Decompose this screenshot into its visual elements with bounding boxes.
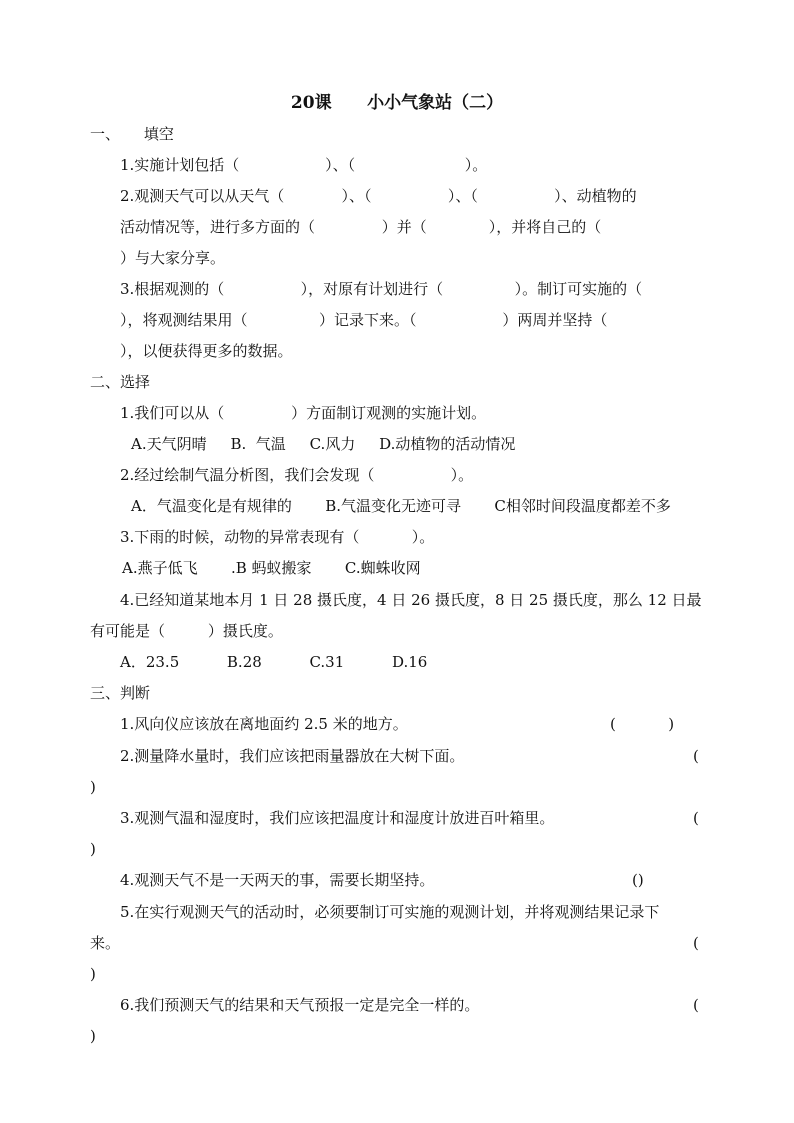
judge-question-3-close-paren: )	[90, 840, 96, 858]
judge-question-3: 3.观测气温和湿度时，我们应该把温度计和湿度计放进百叶箱里。	[120, 809, 555, 827]
judge-question-2-close-paren: )	[90, 778, 96, 796]
judge-question-5-line-2: 来。	[90, 934, 121, 952]
fill-question-1: 1.实施计划包括（ ）、（ ）。	[120, 156, 488, 174]
fill-question-2-line-3: ）与大家分享。	[120, 249, 226, 267]
choice-question-1-options: A.天气阴晴 B. 气温 C.风力 D.动植物的活动情况	[131, 435, 516, 453]
section-heading-choice: 二、选择	[90, 373, 151, 391]
section-heading-judge: 三、判断	[90, 684, 151, 702]
fill-question-2-line-2: 活动情况等，进行多方面的（ ）并（ ），并将自己的（	[120, 218, 602, 236]
fill-question-3-line-1: 3.根据观测的（ ），对原有计划进行（ ）。制订可实施的（	[120, 280, 643, 298]
judge-question-5-open-paren: (	[693, 934, 699, 952]
judge-question-1-answer-paren: ( )	[610, 715, 675, 733]
fill-question-2-line-1: 2.观测天气可以从天气（ ）、（ ）、（ ）、动植物的	[120, 187, 637, 205]
choice-question-3: 3.下雨的时候，动物的异常表现有（ ）。	[120, 528, 435, 546]
fill-question-3-line-3: ），以便获得更多的数据。	[120, 342, 293, 360]
choice-question-2-options: A．气温变化是有规律的 B.气温变化无迹可寻 C相邻时间段温度都差不多	[131, 497, 671, 515]
judge-question-5-close-paren: )	[90, 965, 96, 983]
judge-question-3-open-paren: (	[693, 809, 699, 827]
choice-question-1: 1.我们可以从（ ）方面制订观测的实施计划。	[120, 404, 487, 422]
judge-question-2-open-paren: (	[693, 747, 699, 765]
judge-question-6-open-paren: (	[693, 996, 699, 1014]
choice-question-3-options: A.燕子低飞 .B 蚂蚁搬家 C.蜘蛛收网	[122, 559, 421, 577]
fill-question-3-line-2: ），将观测结果用（ ）记录下来。（ ）两周并坚持（	[120, 311, 608, 329]
choice-question-4-line-1: 4.已经知道某地本月 1 日 28 摄氏度，4 日 26 摄氏度，8 日 25 摄氏度，那么 12 日最	[120, 591, 702, 609]
section-heading-fill: 一、 填空	[90, 125, 174, 143]
judge-question-4: 4.观测天气不是一天两天的事，需要长期坚持。	[120, 871, 435, 889]
judge-question-5-line-1: 5.在实行观测天气的活动时，必须要制订可实施的观测计划，并将观测结果记录下	[120, 903, 660, 921]
page-title: 20课 小小气象站（二）	[290, 93, 504, 113]
judge-question-6-close-paren: )	[90, 1027, 96, 1045]
judge-question-4-answer-paren: ()	[632, 871, 644, 889]
judge-question-6: 6.我们预测天气的结果和天气预报一定是完全一样的。	[120, 996, 480, 1014]
judge-question-1: 1.风向仪应该放在离地面约 2.5 米的地方。	[120, 715, 408, 733]
judge-question-2: 2.测量降水量时，我们应该把雨量器放在大树下面。	[120, 747, 465, 765]
choice-question-4-options: A．23.5 B.28 C.31 D.16	[120, 653, 428, 671]
choice-question-2: 2.经过绘制气温分析图，我们会发现（ ）。	[120, 466, 474, 484]
choice-question-4-line-2: 有可能是（ ）摄氏度。	[90, 622, 283, 640]
